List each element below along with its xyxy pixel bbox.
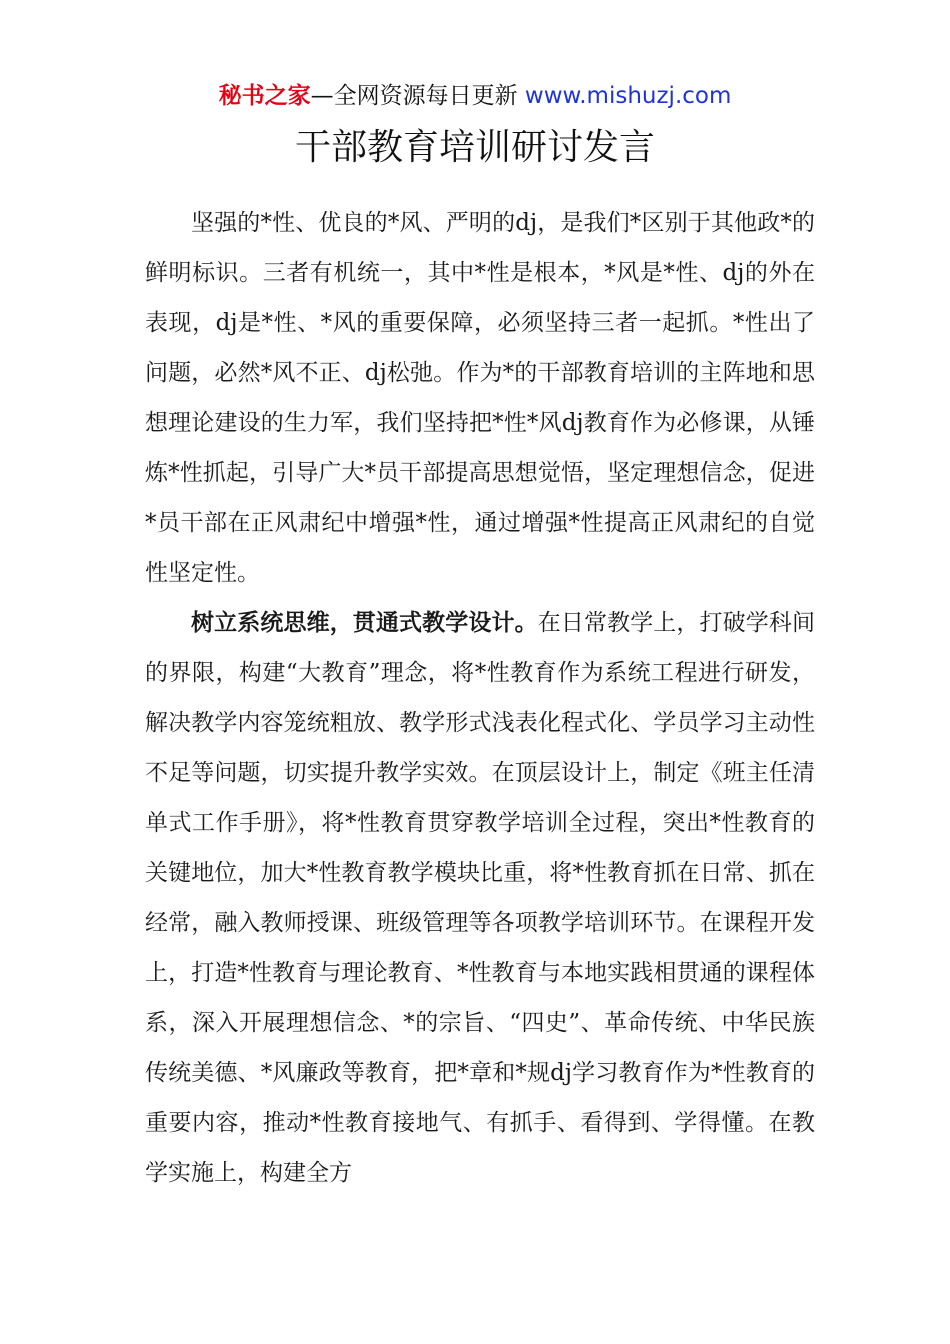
paragraph-2-text: 在日常教学上，打破学科间的界限，构建“大教育”理念，将*性教育作为系统工程进行研发，解决教学内容笼统粗放、教学形式浅表化程式化、学员学习主动性不足等问题，切实提升教学实效。在顶层设计上，制定《班主任清单式工作手册》，将*性教育贯穿教学培训全过程，突出*性教育的关键地位，加大*性教育教学模块比重，将*性教育抓在日常、抓在经常，融入教师授课、班级管理等各项教学培训环节。在课程开发上，打造*性教育与理论教育、*性教育与本地实践相贯通的课程体系，深入开展理想信念、*的宗旨、“四史”、革命传统、中华民族传统美德、*风廉政等教育，把*章和*规dj学习教育作为*性教育的重要内容，推动*性教育接地气、有抓手、看得到、学得懂。在教学实施上，构建全方	[145, 610, 816, 1186]
site-name: 秘书之家	[218, 83, 311, 109]
paragraph-2	[145, 598, 815, 1198]
document-body	[145, 198, 815, 1198]
paragraph-1-text: 坚强的*性、优良的*风、严明的dj，是我们*区别于其他政*的鲜明标识。三者有机统一，其中*性是根本，*风是*性、dj的外在表现，dj是*性、*风的重要保障，必须坚持三者一起抓。*性出了问题，必然*风不正、dj松弛。作为*的干部教育培训的主阵地和思想理论建设的生力军，我们坚持把*性*风dj教育作为必修课，从锤炼*性抓起，引导广大*员干部提高思想觉悟，坚定理想信念，促进*员干部在正风肃纪中增强*性，通过增强*性提高正风肃纪的自觉性坚定性。	[145, 210, 815, 586]
site-url[interactable]: www.mishuzj.com	[524, 83, 732, 109]
paragraph-1	[145, 198, 815, 598]
paragraph-2-lead: 树立系统思维，贯通式教学设计。	[191, 609, 538, 636]
site-tagline: —全网资源每日更新	[310, 83, 518, 109]
document-title: 干部教育培训研讨发言	[294, 127, 655, 168]
site-header	[0, 80, 950, 112]
